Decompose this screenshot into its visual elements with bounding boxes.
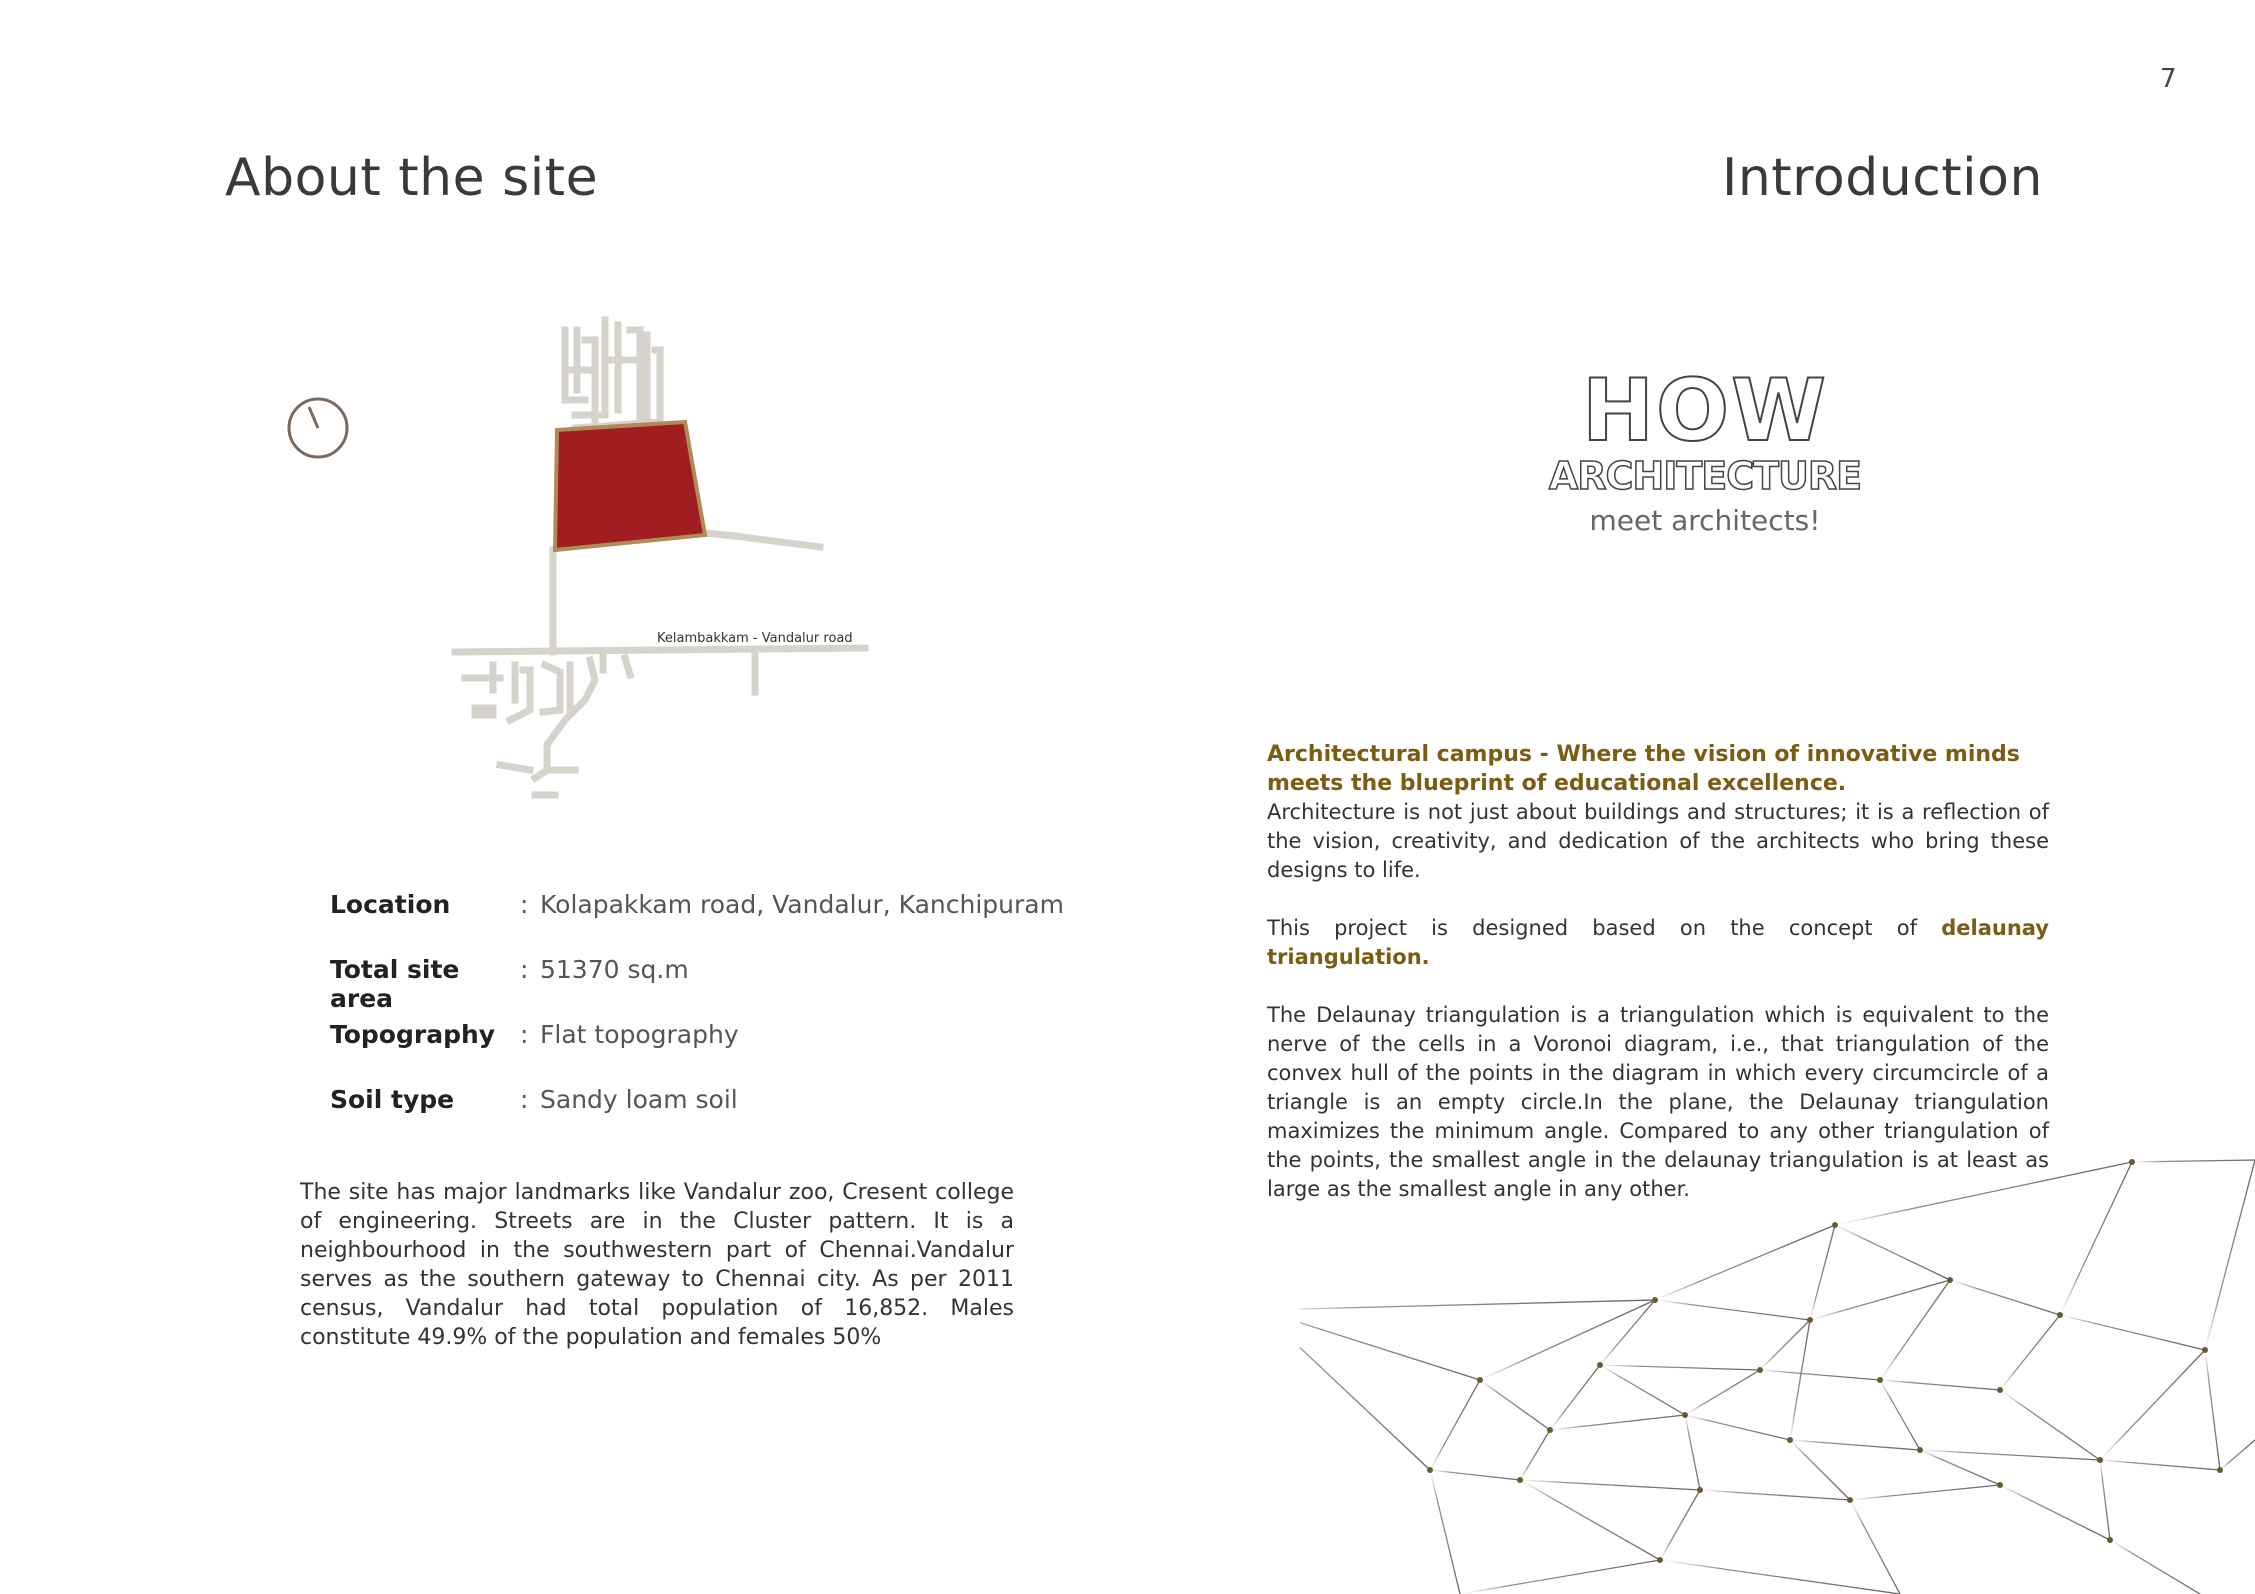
network-node [2202, 1347, 2208, 1353]
network-edge [1685, 1370, 1760, 1415]
network-node [1832, 1222, 1838, 1228]
network-node [1652, 1297, 1658, 1303]
fact-separator: : [520, 955, 529, 984]
network-node [1597, 1362, 1603, 1368]
network-edge [2100, 1460, 2220, 1470]
network-edge [1920, 1450, 2100, 1460]
network-edge [1520, 1480, 1660, 1560]
network-edge [1850, 1485, 2000, 1500]
network-node [1807, 1317, 1813, 1323]
network-edge [1550, 1365, 1600, 1430]
network-edge [2060, 1162, 2132, 1315]
network-edge [2205, 1350, 2220, 1470]
network-edge [1550, 1415, 1685, 1430]
delaunay-paragraph: The Delaunay triangulation is a triangulation which is equivalent to the nerve of the cells in a Voronoi diagram, i.e., that triangulation of the convex hull of the points in the diagram in which every circumcircle of a triangle is an empty circle.In the plane, the Delaunay triangulation maximizes the minimum angle. Compared to any other triangulation of the points, the smallest angle in the delaunay triangulation is at least as large as the smallest angle in any other. [1267, 1003, 2049, 1201]
network-edge [1480, 1300, 1655, 1380]
fact-label: Topography [330, 1020, 496, 1049]
network-edge [1600, 1365, 1760, 1370]
network-edge [1300, 1300, 1655, 1310]
network-node [1997, 1482, 2003, 1488]
network-edge [1810, 1280, 1950, 1320]
road-label: Kelambakkam - Vandalur road [657, 631, 853, 646]
network-edge [1810, 1225, 1835, 1320]
network-edge [2110, 1540, 2200, 1594]
network-edge [1660, 1490, 1700, 1560]
network-edge [1790, 1320, 1810, 1440]
network-node [1697, 1487, 1703, 1493]
network-edge [1600, 1365, 1685, 1415]
network-node [2217, 1467, 2223, 1473]
network-edge [2000, 1315, 2060, 1390]
delaunay-network-graphic [1300, 1140, 2255, 1594]
network-node [1682, 1412, 1688, 1418]
fact-row-site-area [330, 955, 1160, 1020]
network-edge [1480, 1380, 1550, 1430]
fact-value: Flat topography [540, 1020, 739, 1049]
network-node [2107, 1537, 2113, 1543]
network-node [1427, 1467, 1433, 1473]
network-node [2097, 1457, 2103, 1463]
introduction-title: Introduction [1722, 148, 2043, 208]
network-edge [1660, 1560, 1900, 1594]
network-edge [2205, 1160, 2255, 1350]
network-edge [1430, 1380, 1480, 1470]
network-node [1877, 1377, 1883, 1383]
network-edge [1600, 1300, 1655, 1365]
network-edge [2060, 1315, 2205, 1350]
network-node [1847, 1497, 1853, 1503]
tagline-architecture: ARCHITECTURE [1548, 454, 1862, 498]
tagline-meet-architects: meet architects! [1589, 504, 1821, 537]
intro-concept-prefix: This project is designed based on the concept of [1267, 916, 1942, 940]
network-node [1947, 1277, 1953, 1283]
network-edge [1655, 1225, 1835, 1300]
network-edge [2100, 1350, 2205, 1460]
network-node [2057, 1312, 2063, 1318]
fact-label: Location [330, 890, 451, 919]
intro-highlight: Architectural campus - Where the vision of innovative minds meets the blueprint of educational excellence. [1267, 742, 2020, 796]
network-edge [1880, 1380, 2000, 1390]
street-network [455, 320, 865, 795]
network-edge [2000, 1390, 2100, 1460]
fact-separator: : [520, 1020, 529, 1049]
network-edge [1835, 1162, 2132, 1225]
network-edge [1700, 1490, 1850, 1500]
site-description: The site has major landmarks like Vandalur zoo, Cresent college of engineering. Streets are in the Cluster pattern. It is a neighbourhood in the southwestern part of Chennai.Vandalur serves as the southern gateway to Chennai city. As per 2011 census, Vandalur had total population of 16,852. Males constitute 49.9% of the population and females 50% [300, 1180, 1014, 1350]
tagline-how: HOW [1582, 361, 1828, 461]
about-site-title: About the site [225, 148, 599, 208]
network-edge [2132, 1160, 2255, 1162]
fact-value: Sandy loam soil [540, 1085, 738, 1114]
site-facts [330, 890, 1160, 1150]
fact-value: Kolapakkam road, Vandalur, Kanchipuram [540, 890, 1064, 919]
tagline [1540, 361, 1870, 537]
fact-row-topography [330, 1020, 1160, 1085]
site-location-map [285, 300, 885, 820]
network-edge [1835, 1225, 1950, 1280]
network-edge [1850, 1500, 1900, 1594]
network-edge [1880, 1380, 1920, 1450]
intro-concept-paragraph [1267, 914, 2049, 972]
network-edge [1300, 1310, 1430, 1470]
network-node [1547, 1427, 1553, 1433]
network-edge [1460, 1560, 1660, 1594]
network-node [1997, 1387, 2003, 1393]
network-edge [1920, 1450, 2000, 1485]
fact-label: Soil type [330, 1085, 455, 1114]
network-edge [2000, 1485, 2110, 1540]
network-edge [1685, 1415, 1790, 1440]
fact-row-location [330, 890, 1160, 955]
network-node [1657, 1557, 1663, 1563]
fact-separator: : [520, 890, 529, 919]
network-edge [1430, 1470, 1460, 1594]
network-node [1477, 1377, 1483, 1383]
network-edge [1520, 1430, 1550, 1480]
site-plot [555, 422, 705, 550]
intro-paragraph: Architecture is not just about buildings and structures; it is a reflection of the vision, creativity, and dedication of the architects who bring these designs to life. [1267, 800, 2049, 882]
network-edge [1790, 1440, 1850, 1500]
fact-label: Total site area [330, 955, 460, 1013]
network-edge [1760, 1370, 1880, 1380]
network-edge [1950, 1280, 2060, 1315]
network-edge [1430, 1470, 1520, 1480]
network-edge [2100, 1460, 2110, 1540]
network-edge [1520, 1480, 1700, 1490]
network-node [1517, 1477, 1523, 1483]
intro-concept-accent: delaunay triangulation. [1267, 916, 2049, 969]
network-edge [1300, 1310, 1480, 1380]
network-edge [1790, 1440, 1920, 1450]
network-node [1757, 1367, 1763, 1373]
fact-row-soil-type [330, 1085, 1160, 1150]
network-edge [1655, 1300, 1810, 1320]
network-edge [1880, 1280, 1950, 1380]
fact-value: 51370 sq.m [540, 955, 689, 984]
network-node [1787, 1437, 1793, 1443]
network-node [2129, 1159, 2135, 1165]
fact-separator: : [520, 1085, 529, 1114]
page-number: 7 [2160, 64, 2177, 94]
network-node [1917, 1447, 1923, 1453]
network-edge [1685, 1415, 1700, 1490]
network-edge [2220, 1440, 2255, 1470]
